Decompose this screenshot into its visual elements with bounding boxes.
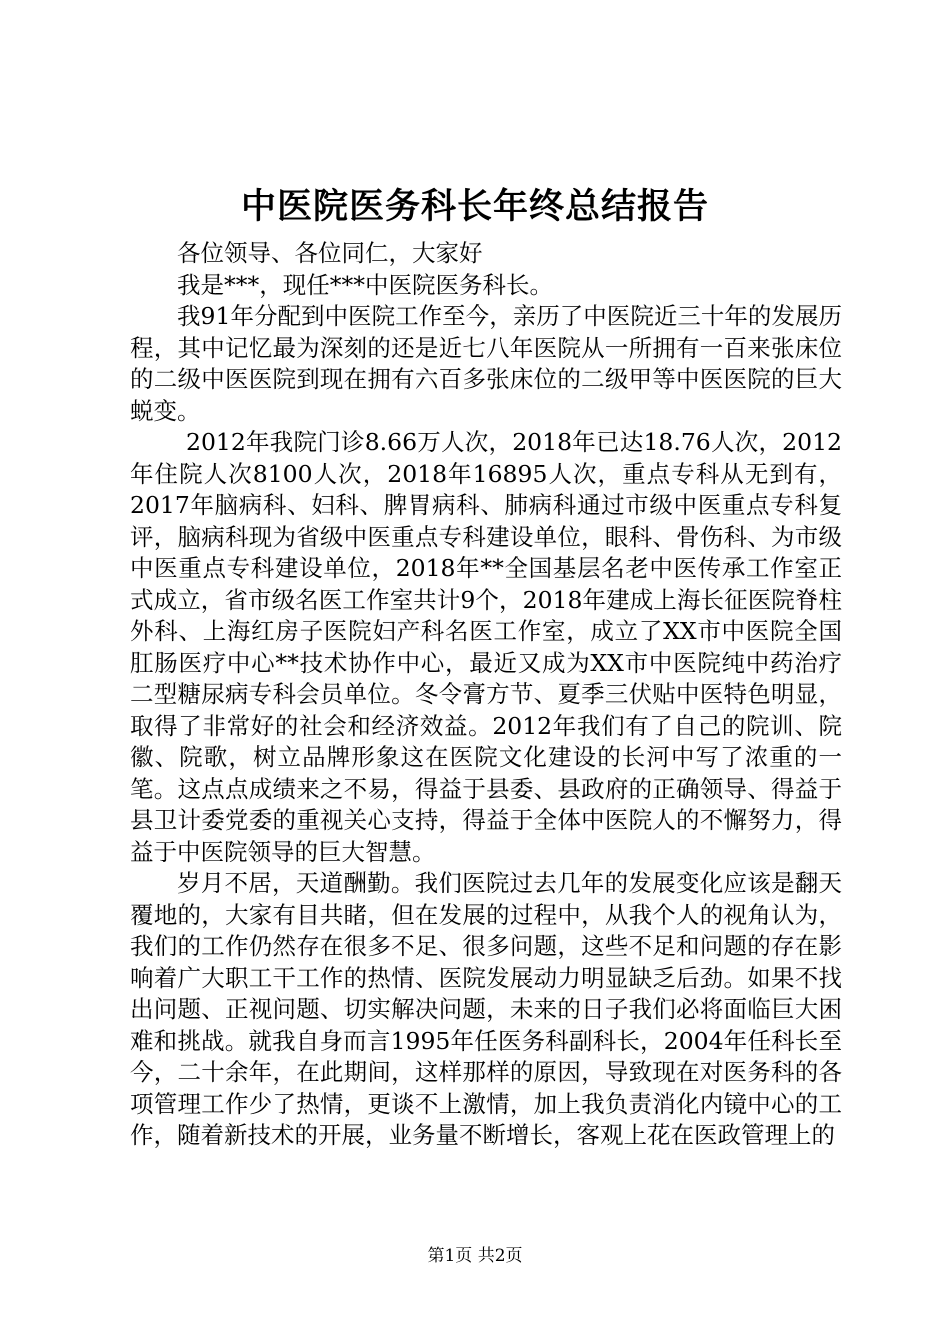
greeting-paragraph: 各位领导、各位同仁，大家好 — [177, 239, 483, 267]
document-body — [130, 238, 842, 1152]
page-number-footer: 第1页 共2页 — [427, 1246, 523, 1266]
document-title: 中医院医务科长年终总结报告 — [240, 186, 709, 227]
career-paragraph: 我91年分配到中医院工作至今，亲历了中医院近三十年的发展历程，其中记忆最为深刻的还是近七八年医院从一所拥有一百来张床位的二级中医医院到现在拥有六百多张床位的二级甲等中医医院的巨大蜕变。 — [130, 302, 842, 425]
introduction-paragraph: 我是***，现任***中医院医务科长。 — [177, 270, 553, 299]
achievements-paragraph: 2012年我院门诊8.66万人次，2018年已达18.76人次，2012年住院人次8100人次，2018年16895人次，重点专科从无到有，2017年脑病科、妇科、脾胃病科、肺病科通过市级中医重点专科复评，脑病科现为省级中医重点专科建设单位，眼科、骨伤科、为市级中医重点专科建设单位，2018年**全国基层名老中医传承工作室正式成立，省市级名医工作室共计9个，2018年建成上海长征医院脊柱外科、上海红房子医院妇产科名医工作室，成立了XX市中医院全国肛肠医疗中心**技术协作中心，最近又成为XX市中医院纯中药治疗二型糖尿病专科会员单位。冬令膏方节、夏季三伏贴中医特色明显，取得了非常好的社会和经济效益。2012年我们有了自己的院训、院徽、院歌，树立品牌形象这在医院文化建设的长河中写了浓重的一笔。这点点成绩来之不易，得益于县委、县政府的正确领导、得益于县卫计委党委的重视关心支持，得益于全体中医院人的不懈努力，得益于中医院领导的巨大智慧。 — [130, 428, 842, 866]
problems-paragraph: 岁月不居，天道酬勤。我们医院过去几年的发展变化应该是翻天覆地的，大家有目共睹，但在发展的过程中，从我个人的视角认为，我们的工作仍然存在很多不足、很多问题，这些不足和问题的存在影响着广大职工干工作的热情、医院发展动力明显缺乏后劲。如果不找出问题、正视问题、切实解决问题，未来的日子我们必将面临巨大困难和挑战。就我自身而言1995年任医务科副科长，2004年任科长至今，二十余年，在此期间，这样那样的原因，导致现在对医务科的各项管理工作少了热情，更谈不上激情，加上我负责消化内镜中心的工作，随着新技术的开展，业务量不断增长，客观上花在医政管理上的 — [130, 869, 842, 1149]
